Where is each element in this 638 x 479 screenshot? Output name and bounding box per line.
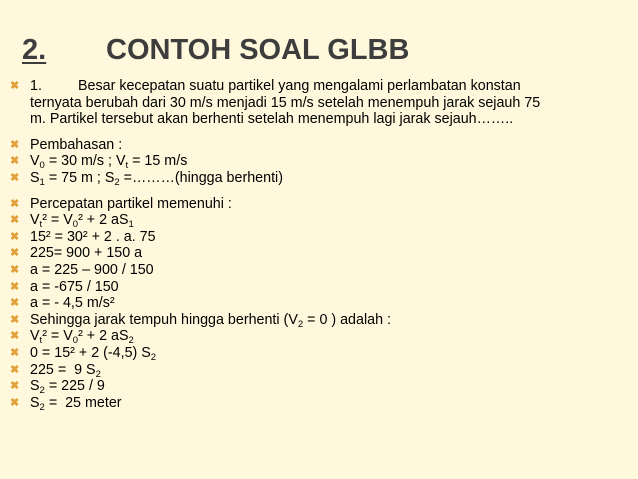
bullet-icon: ✖: [10, 197, 20, 210]
bullet-icon: ✖: [10, 155, 20, 168]
pembahasan-label: ✖ Pembahasan :: [10, 136, 123, 153]
equation-2: ✖ 15² = 30² + 2 . a. 75: [10, 228, 156, 245]
equation-10: ✖ $S_2 = 225 / 9$: [10, 378, 105, 397]
content-body: [10, 78, 632, 411]
title-number: 2.: [22, 34, 47, 66]
bullet-icon: ✖: [10, 138, 20, 151]
title-text: CONTOH SOAL GLBB: [106, 34, 410, 66]
bullet-icon: ✖: [10, 263, 20, 276]
bullet-icon: ✖: [10, 313, 20, 326]
equation-8: ✖ 0 = 15² + 2 (-4,5) $S_2$: [10, 344, 157, 363]
bullet-icon: ✖: [10, 363, 20, 376]
bullet-icon: ✖: [10, 380, 20, 393]
equation-1: ✖ $V_t^2 = V_0^2 + 2$ $aS_1$: [10, 212, 134, 231]
equation-5: ✖ a = -675 / 150: [10, 278, 119, 295]
bullet-icon: ✖: [10, 214, 20, 227]
given-velocities: ✖ $V_0 = 30$ m/s ; $V_t = 15$ m/s: [10, 153, 188, 172]
problem-paragraph: [10, 78, 632, 128]
jarak-intro: ✖ Sehingga jarak tempuh hingga berhenti ($V_2 = 0$ ) adalah :: [10, 311, 391, 330]
problem-line-1: 1. Besar kecepatan suatu partikel yang mengalami perlambatan konstan: [30, 78, 521, 94]
bullet-icon: ✖: [10, 396, 20, 409]
problem-line-3: m. Partikel tersebut akan berhenti setelah menempuh lagi jarak sejauh……..: [30, 111, 514, 128]
equation-6: ✖ a = - 4,5 m/s²: [10, 295, 115, 312]
bullet-icon: ✖: [10, 346, 20, 359]
bullet-icon: ✖: [10, 171, 20, 184]
bullet-icon: ✖: [10, 80, 20, 92]
problem-number: 1.: [30, 78, 42, 94]
equation-9: ✖ 225 = 9 $S_2$: [10, 361, 101, 380]
slide-title: [22, 32, 409, 68]
percepatan-intro: ✖ Percepatan partikel memenuhi :: [10, 195, 232, 212]
problem-line-2: ternyata berubah dari 30 m/s menjadi 15 m/s setelah menempuh jarak sejauh 75: [30, 94, 541, 111]
bullet-icon: ✖: [10, 297, 20, 310]
given-distances: ✖ $S_1 = 75$ m ; $S_2$ =………(hingga berhenti): [10, 169, 283, 188]
equation-11: ✖ $S_2 = 25$ meter: [10, 394, 122, 413]
bullet-icon: ✖: [10, 230, 20, 243]
bullet-icon: ✖: [10, 280, 20, 293]
bullet-icon: ✖: [10, 330, 20, 343]
equation-4: ✖ a = 225 – 900 / 150: [10, 261, 154, 278]
bullet-icon: ✖: [10, 247, 20, 260]
equation-7: ✖ $V_t^2 = V_0^2 + 2$ $aS_2$: [10, 328, 134, 347]
equation-3: ✖ 225= 900 + 150 a: [10, 245, 143, 262]
